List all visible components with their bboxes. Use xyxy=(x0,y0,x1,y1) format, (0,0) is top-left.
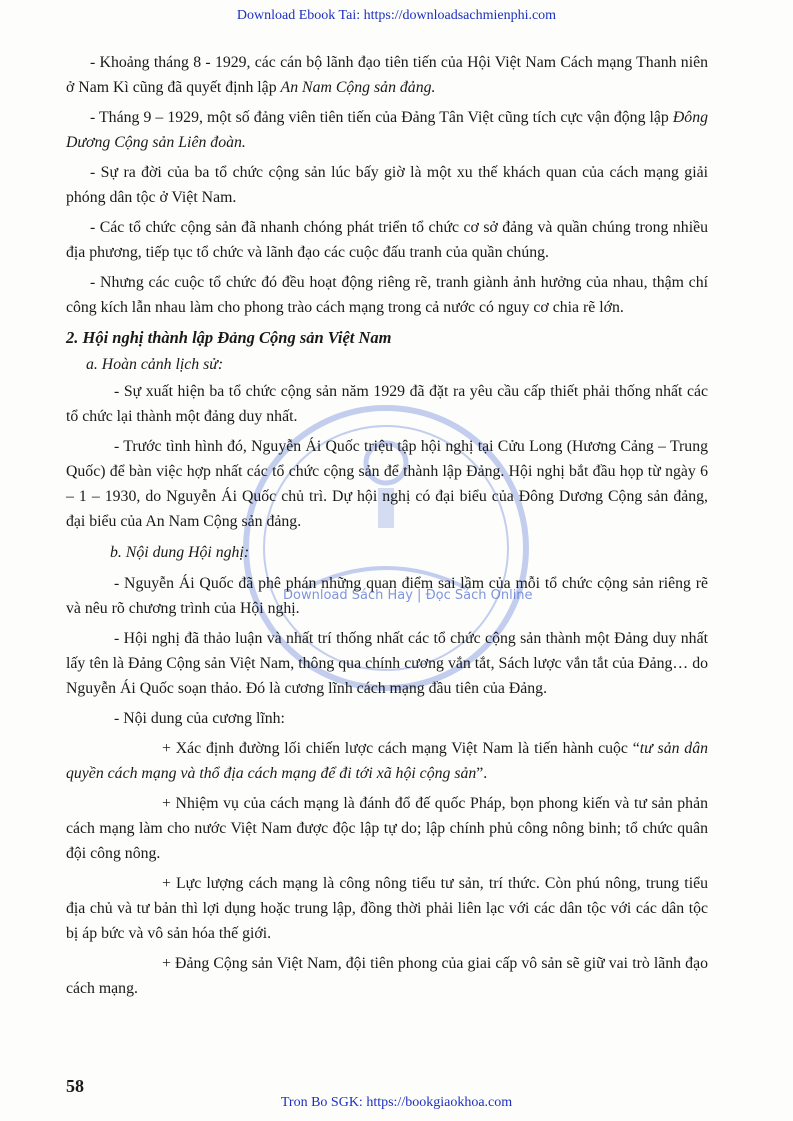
subsection-heading: b. Nội dung Hội nghị: xyxy=(110,544,250,561)
paragraph: + Đảng Cộng sản Việt Nam, đội tiên phong của giai cấp vô sản sẽ giữ vai trò lãnh đạo cách mạng. xyxy=(66,955,708,997)
paragraph: - Nội dung của cương lĩnh: xyxy=(114,710,285,727)
paragraph: - Nguyễn Ái Quốc đã phê phán những quan điểm sai lầm của mỗi tổ chức cộng sản riêng rẽ và nêu rõ chương trình của Hội nghị. xyxy=(66,575,708,617)
section-heading: 2. Hội nghị thành lập Đảng Cộng sản Việt Nam xyxy=(66,328,392,347)
paragraph: + Nhiệm vụ của cách mạng là đánh đổ đế quốc Pháp, bọn phong kiến và tư sản phản cách mạng làm cho nước Việt Nam được độc lập tự do; lập chính phủ công nông binh; tổ chức quân đội công nông. xyxy=(66,795,708,862)
page-content xyxy=(66,50,708,1006)
paragraph: - Các tổ chức cộng sản đã nhanh chóng phát triển tổ chức cơ sở đảng và quần chúng trong nhiều địa phương, tiếp tục tổ chức và lãnh đạo các cuộc đấu tranh của quần chúng. xyxy=(66,219,708,261)
paragraph: + Xác định đường lối chiến lược cách mạng Việt Nam là tiến hành cuộc “tư sản dân quyền cách mạng và thổ địa cách mạng để đi tới xã hội cộng sản”. xyxy=(66,740,709,782)
paragraph: - Trước tình hình đó, Nguyễn Ái Quốc triệu tập hội nghị tại Cửu Long (Hương Cảng – Trung Quốc) để bàn việc hợp nhất các tổ chức cộng sản để thành lập Đảng. Hội nghị bắt đầu họp từ ngày 6 – 1 – 1930, do Nguyễn Ái Quốc chủ trì. Dự hội nghị có đại biểu của Đông Dương Cộng sản đảng, đại biểu của An Nam Cộng sản đảng. xyxy=(66,438,708,530)
subsection-heading: a. Hoàn cảnh lịch sử: xyxy=(86,356,224,373)
paragraph: - Sự ra đời của ba tổ chức cộng sản lúc bấy giờ là một xu thế khách quan của cách mạng giải phóng dân tộc ở Việt Nam. xyxy=(66,164,708,206)
watermark-caption: Download Sách Hay | Đọc Sách Online xyxy=(283,588,533,603)
header-download-link[interactable]: Download Ebook Tai: https://downloadsachmienphi.com xyxy=(236,8,557,23)
page-number: 58 xyxy=(66,1076,84,1096)
paragraph: - Tháng 9 – 1929, một số đảng viên tiên tiến của Đảng Tân Việt cũng tích cực vận động lập Đông Dương Cộng sản Liên đoàn. xyxy=(66,109,708,151)
paragraph: + Lực lượng cách mạng là công nông tiểu tư sản, trí thức. Còn phú nông, trung tiểu địa chủ và tư bản thì lợi dụng hoặc trung lập, đồng thời phải liên lạc với các dân tộc với các dân tộc bị áp bức và vô sản hóa thế giới. xyxy=(66,875,708,942)
paragraph: - Hội nghị đã thảo luận và nhất trí thống nhất các tổ chức cộng sản thành một Đảng duy nhất lấy tên là Đảng Cộng sản Việt Nam, thông qua chính cương vắn tắt, Sách lược vắn tắt của Đảng… do Nguyễn Ái Quốc soạn thảo. Đó là cương lĩnh cách mạng đầu tiên của Đảng. xyxy=(66,630,708,697)
paragraph: - Khoảng tháng 8 - 1929, các cán bộ lãnh đạo tiên tiến của Hội Việt Nam Cách mạng Thanh niên ở Nam Kì cũng đã quyết định lập An Nam Cộng sản đảng. xyxy=(66,54,708,96)
footer-sgk-link[interactable]: Tron Bo SGK: https://bookgiaokhoa.com xyxy=(280,1095,513,1110)
paragraph: - Sự xuất hiện ba tổ chức cộng sản năm 1929 đã đặt ra yêu cầu cấp thiết phải thống nhất các tổ chức lại thành một đảng duy nhất. xyxy=(66,383,708,425)
paragraph: - Nhưng các cuộc tổ chức đó đều hoạt động riêng rẽ, tranh giành ảnh hưởng của nhau, thậm chí công kích lẫn nhau làm cho phong trào cách mạng trong cả nước có nguy cơ chia rẽ lớn. xyxy=(66,274,708,316)
